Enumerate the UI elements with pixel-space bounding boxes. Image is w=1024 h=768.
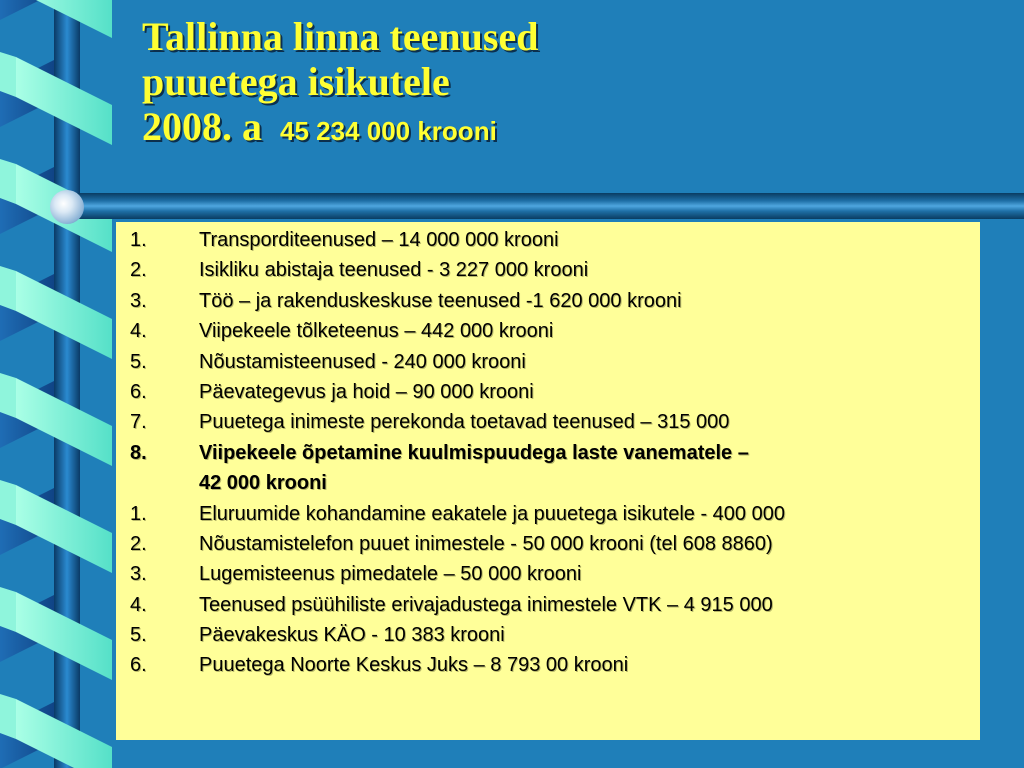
list-item-text: Töö – ja rakenduskeskuse teenused -1 620 000 krooni [199,289,682,312]
list-item-text: Teenused psüühiliste erivajadustega inimestele VTK – 4 915 000 [199,593,773,616]
list-item-text: Nõustamistelefon puuet inimestele - 50 000 krooni (tel 608 8860) [199,532,773,555]
list-item-text: Eluruumide kohandamine eakatele ja puuetega isikutele - 400 000 [199,502,785,525]
list-item-text: Lugemisteenus pimedatele – 50 000 krooni [199,563,582,586]
slide-title [142,14,538,154]
list-item-text: 42 000 krooni [199,472,327,495]
list-item [116,620,980,650]
list-item-number: 6. [130,654,147,677]
list-item-text: Transporditeenused – 14 000 000 krooni [199,229,559,251]
ribbon-edge [0,480,16,525]
list-item-continuation [116,468,980,498]
title-line-3 [142,104,538,154]
list-item-text: Viipekeele õpetamine kuulmispuudega laste vanematele – [199,441,749,464]
list-item [116,255,980,285]
list-item [116,650,980,680]
ribbon-edge [0,694,16,739]
list-item [116,316,980,346]
list-item-text: Päevategevus ja hoid – 90 000 krooni [199,380,534,403]
list-item-number: 1. [130,229,147,251]
decorative-ribbon [0,0,112,768]
ribbon-edge [0,52,16,97]
title-amount: 45 234 000 krooni [280,116,497,146]
service-list [116,225,980,681]
horizontal-divider-bar [72,193,1024,219]
list-item-text: Isikliku abistaja teenused - 3 227 000 krooni [199,259,589,282]
list-item [116,225,980,255]
ribbon-edge [0,266,16,311]
list-item [116,438,980,468]
title-year: 2008. a [142,104,262,149]
ribbon-edge [0,587,16,632]
ribbon-edge [0,373,16,418]
list-item-number: 6. [130,380,147,403]
title-line-1: Tallinna linna teenused [142,14,539,59]
list-item-number: 4. [130,320,147,343]
list-item [116,286,980,316]
list-item-number: 3. [130,563,147,586]
list-item-number: 7. [130,411,147,434]
list-item [116,407,980,437]
list-item-number: 3. [130,289,147,312]
list-item [116,377,980,407]
list-item-text: Puuetega Noorte Keskus Juks – 8 793 00 krooni [199,654,629,677]
list-item [116,559,980,589]
list-item-text: Päevakeskus KÄO - 10 383 krooni [199,624,505,647]
list-item-number: 2. [130,259,147,282]
title-line-2: puuetega isikutele [142,59,450,104]
list-item [116,529,980,559]
list-item-number: 4. [130,593,147,616]
list-item [116,499,980,529]
list-item-number: 1. [130,502,147,525]
list-item-text: Nõustamisteenused - 240 000 krooni [199,350,526,373]
list-item [116,590,980,620]
list-item-text: Viipekeele tõlketeenus – 442 000 krooni [199,320,554,343]
ribbon-edge [0,159,16,204]
list-item-text: Puuetega inimeste perekonda toetavad teenused – 315 000 [199,411,730,434]
list-item-number: 8. [130,441,147,464]
divider-knob [50,190,84,224]
list-item-number: 2. [130,532,147,555]
list-item-number: 5. [130,350,147,373]
list-item-number: 5. [130,624,147,647]
list-item [116,347,980,377]
content-box [116,222,980,740]
